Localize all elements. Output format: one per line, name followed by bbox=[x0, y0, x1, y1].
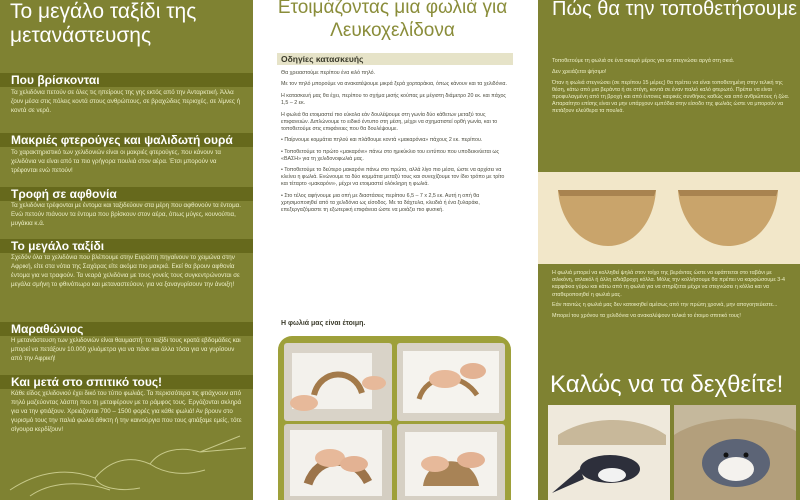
step-photo-3 bbox=[284, 424, 392, 500]
finished-nests-image bbox=[538, 172, 800, 264]
middle-panel bbox=[263, 0, 522, 500]
instruction-step: • Στο τέλος αφήνουμε μια οπή με διαστάσεις περίπου 6,5 – 7 x 2,5 εκ. Αυτή η οπή θα χρησιμοποιηθεί από τα χελιδόνια ως είσοδος. Με τα δάχτυλα, κλειδιά ή ένα ξυλαράκι, επεξεργαζόμαστε τη εξωτερική επιφάνεια ώστε να μοιάζει πιο φυσική. bbox=[281, 192, 480, 214]
placement-paragraph: Όταν η φωλιά στεγνώσει (σε περίπου 15 μέρες) θα πρέπει να είναι τοποθετημένη στην τελική της θέση, κάτω από μια βεράντα ή σε στέγη, κοντά σε έναν παλιό καλό φτερωτό. Πρέπει να είναι προφυλαγμένη από τη βροχή και από έντονες καιρικές συνθήκες καθώς και από ανθρώπους ή ζώα. Απαραίτητο επίσης είναι να μην υπάρχουν εμπόδια στην είσοδο της φωλιάς ώστε να μπορούν να πετάξουν ελεύθερα τα πουλιά. bbox=[552, 79, 790, 115]
section-body-home: Κάθε είδος χελιδονιού έχει δικό του τύπο φωλιάς. Τα περισσότερα τις φτιάχνουν από πηλό μαζεύοντας λάσπη που τη μεταφέρουν με το ράμφος τους. Εργάζονται σκληρά για να την φτιάξουν. Χρειάζονται 700 – 1500 φορές για κάθε φωλιά! Αν βρουν στο γυρισμό τους την παλιά φωλιά άθικτη ή την καινούργια που τους φτιάξαμε εμείς, τότε σίγουρα κερδίζουν! bbox=[11, 390, 242, 433]
swallow-photo-1 bbox=[548, 405, 670, 500]
section-heading-marathon: Μαραθώνιος bbox=[11, 322, 84, 336]
section-body-journey: Σχεδόν όλα τα χελιδόνια που βλέπουμε στην Ευρώπη πηγαίνουν το χειμώνα στην Αφρική, είτε στα νότια της Σαχάρας είτε ακόμα πιο μακριά. Εκεί θα βρουν αφθονία έντομα για να τραφούν. Τα νεαρά χελιδόνια με τους γονείς τους συγκεντρώνονται σε μεγάλα σμήνη το φθινόπωρο και μεταναστεύουν, για να ξαναγυρίσουν την άνοιξη! bbox=[11, 254, 240, 288]
nest-ready-text: Η φωλιά μας είναι έτοιμη. bbox=[281, 320, 366, 327]
instructions-heading: Οδηγίες κατασκευής bbox=[281, 54, 364, 64]
left-title: Το μεγάλο ταξίδι της μετανάστευσης bbox=[10, 0, 197, 47]
instructions-text bbox=[281, 70, 511, 219]
step-photo-4 bbox=[397, 424, 505, 500]
instruction-step: • Παίρνουμε κομμάτια πηλού και πλάθουμε κοντά «μακαρόνια» πάχους 2 εκ. περίπου. bbox=[281, 137, 483, 144]
placement-paragraph: Η φωλιά μπορεί να κολληθεί ψηλά στον τοίχο της βεράντας ώστε να εφάπτεται στο ταβάνι με σιλικόνη, ατλακόλ ή άλλη αδιάβροχη κόλλα. Μόλις την κολλήσουμε θα πρέπει να καρφώσουμε 3-4 καρφάκια γύρω και κάτω από τη φωλιά για να στηρίζεται μέχρι να στεγνώσει η κόλλα και να σταθεροποιηθεί η φωλιά μας. bbox=[552, 270, 786, 298]
instruction-paragraph: Με τον πηλό μπορούμε να ανακατέψουμε μικρά ξερά χορταράκια, όπως κάνουν και τα χελιδόνια. bbox=[281, 81, 507, 88]
section-heading-journey: Το μεγάλο ταξίδι bbox=[11, 239, 105, 253]
welcome-heading: Καλώς να τα δεχθείτε! bbox=[550, 371, 784, 398]
right-panel bbox=[538, 0, 800, 500]
instruction-paragraph: Η κατασκευή μας θα έχει, περίπου το σχήμα μισής κούπας με μέγιστη διάμετρο 20 εκ. και πάχος 1,5 – 2 εκ. bbox=[281, 92, 506, 107]
instruction-paragraph: Η φωλιά θα ετοιμαστεί πιο εύκολα εάν δουλέψουμε στη γωνία δύο κάθετων μεταξύ τους επιφανειών. Διπλώνουμε το ειδικό έντυπο στη μέση, μέχρι να σχηματιστεί ορθή γωνία, και το τοποθετούμε στις επιφάνειες που θα δουλέψουμε. bbox=[281, 111, 498, 132]
placement-paragraph: Μπορεί του χρόνου τα χελιδόνια να ανακαλύψουν τελικά το έτοιμο σπιτικό τους! bbox=[552, 313, 741, 320]
section-body-wings: Το χαρακτηριστικό των χελιδονιών είναι οι μακριές φτερούγες, που κάνουν τα χελιδόνια να είναι από τα πιο γρήγορα πουλιά στον αέρα. Έτσι μπορούν να τρέφονται ενώ πετούν! bbox=[11, 149, 221, 174]
section-body-marathon: Η μετανάστευση των χελιδονιών είναι θαυμαστή: το ταξίδι τους κρατά εβδομάδες και μπορεί να πετάξουν 10.000 χιλιόμετρα για να πάνε και άλλα τόσα για να γυρίσουν από την Αφρική! bbox=[11, 337, 241, 362]
section-body-where: Τα χελιδόνια πετούν σε όλες τις ηπείρους της γης εκτός από την Ανταρκτική. Άλλα ζουν μέσα στις πόλεις κοντά στους ανθρώπους, σε βραχώδεις περιοχές, σε λίμνες ή κοντά σε νερό. bbox=[11, 89, 241, 114]
placement-text-top bbox=[552, 58, 790, 119]
right-title: Πώς θα την τοποθετήσουμε bbox=[552, 0, 798, 20]
instruction-step: • Τοποθετούμε το πρώτο «μακαρόνι» πάνω στο ημικύκλιο του εντύπου που υποδεικνύεται ως «ΒΑΣΗ» για τη χελιδονοφωλιά μας. bbox=[281, 148, 500, 162]
section-body-food: Τα χελιδόνια τρέφονται με έντομα και ταξιδεύουν στα μέρη που αφθονούν τα έντομα. Ενώ πετούν πιάνουν τα έντομα που βρίσκουν στον αέρα, όπως μύγες, κουνούπια, μυγάκια κ.ά. bbox=[11, 202, 241, 227]
placement-text-bottom bbox=[552, 270, 790, 324]
instruction-step: • Τοποθετούμε το δεύτερο μακαρόνι πάνω στο πρώτο, αλλά λίγο πιο μέσα, ώστε να αρχίσει να κλείνει η φωλιά. Ενώνουμε τα δύο κομμάτια μεταξύ τους και συνεχίζουμε τον ίδιο τρόπο με τρίτο και τέταρτο «μακαρόνι», μέχρι να ετοιμαστεί ολόκληρη η φωλιά. bbox=[281, 167, 505, 188]
section-heading-where: Που βρίσκονται bbox=[11, 73, 100, 87]
section-heading-wings: Μακριές φτερούγες και ψαλιδωτή ουρά bbox=[11, 133, 233, 147]
placement-paragraph: Εάν παντώς η φωλιά μας δεν κατοικηθεί αμέσως από την πρώτη χρονιά, μην απογοητεύεστε... bbox=[552, 302, 778, 309]
placement-paragraph: Τοποθετούμε τη φωλιά σε ένα σκιερό μέρος για να στεγνώσει αργά στη σκιά. bbox=[552, 58, 735, 64]
nest-photo-band bbox=[538, 172, 800, 264]
instruction-paragraph: Θα χρειαστούμε περίπου ένα κιλό πηλό. bbox=[281, 70, 376, 76]
section-heading-food: Τροφή σε αφθονία bbox=[11, 187, 117, 201]
section-heading-home: Και μετά στο σπιτικό τους! bbox=[11, 375, 163, 389]
bird-outline-illustration bbox=[0, 430, 253, 500]
placement-paragraph: Δεν χρειάζεται ψήσιμο! bbox=[552, 68, 607, 75]
middle-title: Ετοιμάζοντας μια φωλιά για Λευκοχελίδονα bbox=[277, 0, 508, 41]
swallow-photo-2 bbox=[674, 405, 796, 500]
step-photo-1 bbox=[284, 343, 392, 421]
left-panel bbox=[0, 0, 253, 500]
step-photo-2 bbox=[397, 343, 505, 421]
